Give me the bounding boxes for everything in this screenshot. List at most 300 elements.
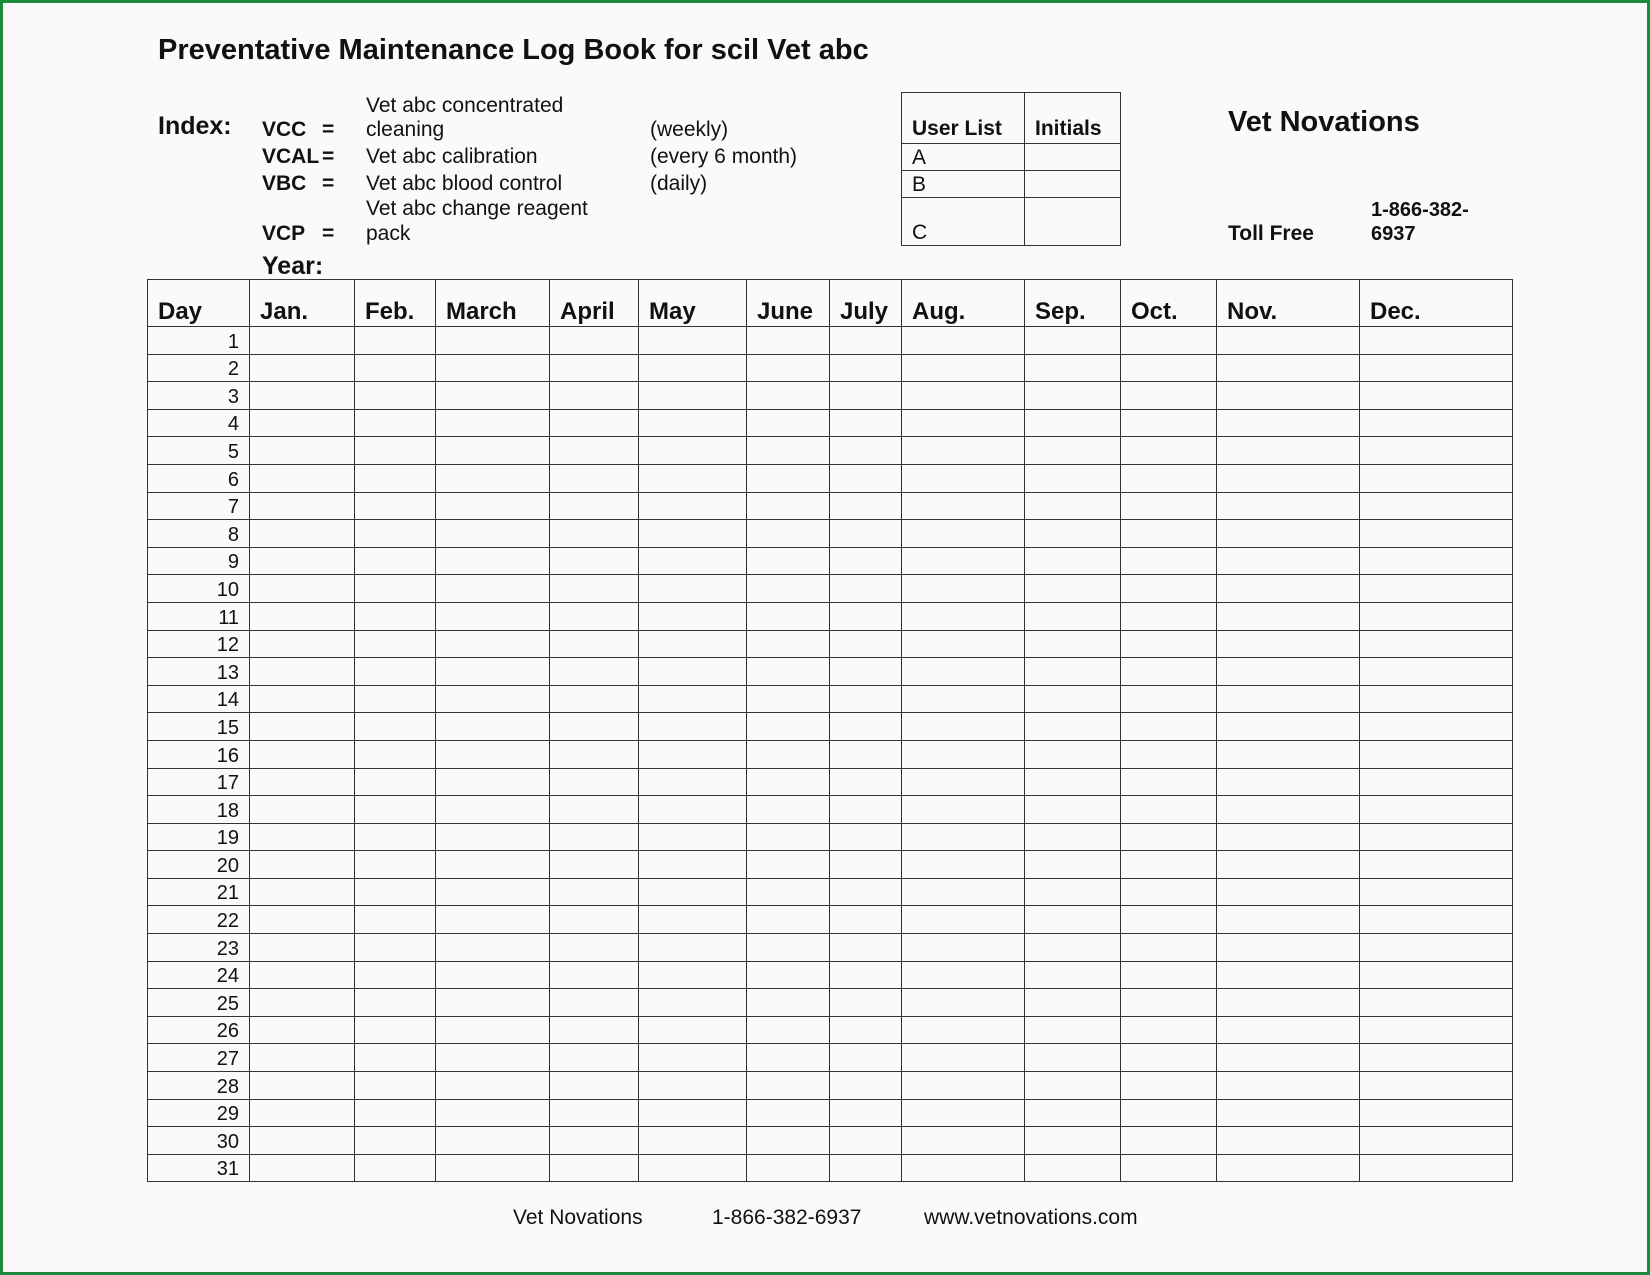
log-entry-cell[interactable] [1025,575,1121,603]
log-entry-cell[interactable] [830,796,902,824]
log-entry-cell[interactable] [902,878,1025,906]
log-entry-cell[interactable] [436,575,550,603]
log-entry-cell[interactable] [1121,327,1217,355]
log-entry-cell[interactable] [1360,520,1513,548]
log-entry-cell[interactable] [639,382,747,410]
log-entry-cell[interactable] [639,796,747,824]
log-entry-cell[interactable] [1360,1044,1513,1072]
log-entry-cell[interactable] [902,768,1025,796]
log-entry-cell[interactable] [550,796,639,824]
log-entry-cell[interactable] [902,382,1025,410]
log-entry-cell[interactable] [747,547,830,575]
log-entry-cell[interactable] [830,437,902,465]
log-entry-cell[interactable] [1360,464,1513,492]
log-entry-cell[interactable] [1025,658,1121,686]
log-entry-cell[interactable] [1360,934,1513,962]
log-entry-cell[interactable] [355,989,436,1017]
log-entry-cell[interactable] [550,354,639,382]
log-entry-cell[interactable] [639,602,747,630]
log-entry-cell[interactable] [830,823,902,851]
log-entry-cell[interactable] [436,961,550,989]
log-entry-cell[interactable] [250,409,355,437]
log-entry-cell[interactable] [355,1072,436,1100]
log-entry-cell[interactable] [830,464,902,492]
log-entry-cell[interactable] [1025,1099,1121,1127]
log-entry-cell[interactable] [1121,520,1217,548]
log-entry-cell[interactable] [355,934,436,962]
log-entry-cell[interactable] [1025,823,1121,851]
log-entry-cell[interactable] [355,961,436,989]
log-entry-cell[interactable] [830,906,902,934]
log-entry-cell[interactable] [550,1154,639,1182]
log-entry-cell[interactable] [550,878,639,906]
log-entry-cell[interactable] [436,768,550,796]
log-entry-cell[interactable] [830,740,902,768]
log-entry-cell[interactable] [550,906,639,934]
log-entry-cell[interactable] [1025,713,1121,741]
log-entry-cell[interactable] [250,713,355,741]
log-entry-cell[interactable] [355,437,436,465]
log-entry-cell[interactable] [902,1154,1025,1182]
log-entry-cell[interactable] [355,630,436,658]
log-entry-cell[interactable] [436,437,550,465]
log-entry-cell[interactable] [436,1099,550,1127]
log-entry-cell[interactable] [1121,437,1217,465]
log-entry-cell[interactable] [436,464,550,492]
log-entry-cell[interactable] [830,1072,902,1100]
log-entry-cell[interactable] [1121,1016,1217,1044]
log-entry-cell[interactable] [1121,1127,1217,1155]
log-entry-cell[interactable] [436,934,550,962]
log-entry-cell[interactable] [1121,796,1217,824]
log-entry-cell[interactable] [639,823,747,851]
log-entry-cell[interactable] [747,520,830,548]
log-entry-cell[interactable] [1025,630,1121,658]
log-entry-cell[interactable] [902,906,1025,934]
log-entry-cell[interactable] [436,409,550,437]
log-entry-cell[interactable] [550,851,639,879]
log-entry-cell[interactable] [550,685,639,713]
log-entry-cell[interactable] [902,575,1025,603]
log-entry-cell[interactable] [1121,1044,1217,1072]
log-entry-cell[interactable] [1360,1154,1513,1182]
log-entry-cell[interactable] [1121,575,1217,603]
log-entry-cell[interactable] [355,575,436,603]
log-entry-cell[interactable] [747,906,830,934]
log-entry-cell[interactable] [1121,602,1217,630]
log-entry-cell[interactable] [1025,327,1121,355]
log-entry-cell[interactable] [250,382,355,410]
log-entry-cell[interactable] [747,713,830,741]
log-entry-cell[interactable] [639,1044,747,1072]
log-entry-cell[interactable] [550,1016,639,1044]
log-entry-cell[interactable] [1360,327,1513,355]
log-entry-cell[interactable] [250,354,355,382]
log-entry-cell[interactable] [639,1154,747,1182]
log-entry-cell[interactable] [550,630,639,658]
log-entry-cell[interactable] [1121,1072,1217,1100]
log-entry-cell[interactable] [639,1127,747,1155]
log-entry-cell[interactable] [1360,409,1513,437]
log-entry-cell[interactable] [639,354,747,382]
log-entry-cell[interactable] [250,906,355,934]
log-entry-cell[interactable] [1025,520,1121,548]
log-entry-cell[interactable] [550,409,639,437]
log-entry-cell[interactable] [1121,1099,1217,1127]
log-entry-cell[interactable] [1217,409,1360,437]
log-entry-cell[interactable] [1121,547,1217,575]
log-entry-cell[interactable] [830,961,902,989]
log-entry-cell[interactable] [1217,906,1360,934]
log-entry-cell[interactable] [550,1044,639,1072]
log-entry-cell[interactable] [1025,354,1121,382]
log-entry-cell[interactable] [639,492,747,520]
log-entry-cell[interactable] [1217,768,1360,796]
log-entry-cell[interactable] [550,740,639,768]
log-entry-cell[interactable] [747,1127,830,1155]
log-entry-cell[interactable] [436,878,550,906]
log-entry-cell[interactable] [902,961,1025,989]
log-entry-cell[interactable] [1360,575,1513,603]
log-entry-cell[interactable] [639,658,747,686]
log-entry-cell[interactable] [830,934,902,962]
log-entry-cell[interactable] [639,547,747,575]
log-entry-cell[interactable] [1025,1154,1121,1182]
log-entry-cell[interactable] [550,1072,639,1100]
log-entry-cell[interactable] [355,823,436,851]
log-entry-cell[interactable] [1217,1044,1360,1072]
log-entry-cell[interactable] [902,1016,1025,1044]
log-entry-cell[interactable] [550,327,639,355]
log-entry-cell[interactable] [747,1072,830,1100]
log-entry-cell[interactable] [830,354,902,382]
log-entry-cell[interactable] [902,934,1025,962]
log-entry-cell[interactable] [355,1016,436,1044]
log-entry-cell[interactable] [639,878,747,906]
log-entry-cell[interactable] [747,934,830,962]
log-entry-cell[interactable] [1360,1016,1513,1044]
log-entry-cell[interactable] [355,409,436,437]
log-entry-cell[interactable] [1025,740,1121,768]
log-entry-cell[interactable] [639,713,747,741]
log-entry-cell[interactable] [639,740,747,768]
log-entry-cell[interactable] [830,382,902,410]
log-entry-cell[interactable] [436,547,550,575]
log-entry-cell[interactable] [747,989,830,1017]
log-entry-cell[interactable] [355,768,436,796]
log-entry-cell[interactable] [747,492,830,520]
log-entry-cell[interactable] [355,796,436,824]
log-entry-cell[interactable] [902,520,1025,548]
log-entry-cell[interactable] [1217,851,1360,879]
log-entry-cell[interactable] [1360,602,1513,630]
log-entry-cell[interactable] [747,464,830,492]
log-entry-cell[interactable] [902,713,1025,741]
log-entry-cell[interactable] [436,1127,550,1155]
log-entry-cell[interactable] [1025,851,1121,879]
initials-cell[interactable] [1025,171,1121,198]
log-entry-cell[interactable] [1025,878,1121,906]
log-entry-cell[interactable] [1360,1127,1513,1155]
log-entry-cell[interactable] [902,685,1025,713]
log-entry-cell[interactable] [1360,354,1513,382]
log-entry-cell[interactable] [250,934,355,962]
log-entry-cell[interactable] [250,851,355,879]
log-entry-cell[interactable] [1121,961,1217,989]
log-entry-cell[interactable] [1360,851,1513,879]
log-entry-cell[interactable] [639,906,747,934]
log-entry-cell[interactable] [550,464,639,492]
log-entry-cell[interactable] [747,961,830,989]
log-entry-cell[interactable] [1121,464,1217,492]
log-entry-cell[interactable] [747,878,830,906]
log-entry-cell[interactable] [1121,906,1217,934]
log-entry-cell[interactable] [250,1154,355,1182]
log-entry-cell[interactable] [1217,934,1360,962]
log-entry-cell[interactable] [902,851,1025,879]
log-entry-cell[interactable] [1217,547,1360,575]
log-entry-cell[interactable] [1121,1154,1217,1182]
log-entry-cell[interactable] [355,906,436,934]
log-entry-cell[interactable] [1217,823,1360,851]
log-entry-cell[interactable] [1217,382,1360,410]
log-entry-cell[interactable] [436,823,550,851]
initials-cell[interactable] [1025,198,1121,246]
log-entry-cell[interactable] [1121,713,1217,741]
log-entry-cell[interactable] [1121,851,1217,879]
log-entry-cell[interactable] [550,382,639,410]
log-entry-cell[interactable] [747,630,830,658]
log-entry-cell[interactable] [1360,906,1513,934]
log-entry-cell[interactable] [747,823,830,851]
log-entry-cell[interactable] [436,796,550,824]
log-entry-cell[interactable] [1217,354,1360,382]
log-entry-cell[interactable] [436,327,550,355]
log-entry-cell[interactable] [1217,1072,1360,1100]
log-entry-cell[interactable] [1025,409,1121,437]
log-entry-cell[interactable] [1217,602,1360,630]
log-entry-cell[interactable] [902,1072,1025,1100]
log-entry-cell[interactable] [830,409,902,437]
log-entry-cell[interactable] [902,492,1025,520]
log-entry-cell[interactable] [830,547,902,575]
log-entry-cell[interactable] [1217,713,1360,741]
log-entry-cell[interactable] [747,409,830,437]
log-entry-cell[interactable] [1025,685,1121,713]
log-entry-cell[interactable] [830,768,902,796]
log-entry-cell[interactable] [1217,1127,1360,1155]
log-entry-cell[interactable] [639,685,747,713]
log-entry-cell[interactable] [436,989,550,1017]
log-entry-cell[interactable] [902,464,1025,492]
log-entry-cell[interactable] [1025,934,1121,962]
log-entry-cell[interactable] [1121,382,1217,410]
log-entry-cell[interactable] [1217,464,1360,492]
log-entry-cell[interactable] [747,740,830,768]
log-entry-cell[interactable] [639,1099,747,1127]
log-entry-cell[interactable] [436,713,550,741]
log-entry-cell[interactable] [830,1127,902,1155]
log-entry-cell[interactable] [550,1099,639,1127]
log-entry-cell[interactable] [639,768,747,796]
log-entry-cell[interactable] [747,354,830,382]
log-entry-cell[interactable] [747,602,830,630]
log-entry-cell[interactable] [1025,768,1121,796]
log-entry-cell[interactable] [250,575,355,603]
log-entry-cell[interactable] [902,437,1025,465]
log-entry-cell[interactable] [250,437,355,465]
log-entry-cell[interactable] [639,1016,747,1044]
log-entry-cell[interactable] [639,934,747,962]
log-entry-cell[interactable] [830,327,902,355]
log-entry-cell[interactable] [1121,823,1217,851]
log-entry-cell[interactable] [436,520,550,548]
log-entry-cell[interactable] [902,1099,1025,1127]
log-entry-cell[interactable] [902,1044,1025,1072]
log-entry-cell[interactable] [1360,547,1513,575]
log-entry-cell[interactable] [250,327,355,355]
log-entry-cell[interactable] [1121,492,1217,520]
log-entry-cell[interactable] [902,740,1025,768]
log-entry-cell[interactable] [550,989,639,1017]
log-entry-cell[interactable] [1217,961,1360,989]
log-entry-cell[interactable] [550,934,639,962]
log-entry-cell[interactable] [1025,796,1121,824]
log-entry-cell[interactable] [639,961,747,989]
log-entry-cell[interactable] [355,354,436,382]
log-entry-cell[interactable] [902,630,1025,658]
log-entry-cell[interactable] [1360,630,1513,658]
log-entry-cell[interactable] [1217,437,1360,465]
log-entry-cell[interactable] [436,740,550,768]
log-entry-cell[interactable] [830,1044,902,1072]
log-entry-cell[interactable] [250,1127,355,1155]
log-entry-cell[interactable] [902,796,1025,824]
initials-cell[interactable] [1025,144,1121,171]
log-entry-cell[interactable] [550,768,639,796]
log-entry-cell[interactable] [1121,934,1217,962]
log-entry-cell[interactable] [250,1044,355,1072]
log-entry-cell[interactable] [639,575,747,603]
log-entry-cell[interactable] [355,1154,436,1182]
log-entry-cell[interactable] [436,382,550,410]
log-entry-cell[interactable] [250,602,355,630]
log-entry-cell[interactable] [250,823,355,851]
log-entry-cell[interactable] [1217,492,1360,520]
log-entry-cell[interactable] [902,547,1025,575]
log-entry-cell[interactable] [355,602,436,630]
log-entry-cell[interactable] [1217,327,1360,355]
log-entry-cell[interactable] [436,354,550,382]
log-entry-cell[interactable] [1217,1154,1360,1182]
log-entry-cell[interactable] [550,658,639,686]
log-entry-cell[interactable] [1121,409,1217,437]
log-entry-cell[interactable] [250,464,355,492]
log-entry-cell[interactable] [747,382,830,410]
log-entry-cell[interactable] [550,823,639,851]
log-entry-cell[interactable] [747,1016,830,1044]
log-entry-cell[interactable] [1217,740,1360,768]
log-entry-cell[interactable] [1360,796,1513,824]
log-entry-cell[interactable] [355,713,436,741]
log-entry-cell[interactable] [1360,740,1513,768]
log-entry-cell[interactable] [1217,989,1360,1017]
log-entry-cell[interactable] [250,740,355,768]
log-entry-cell[interactable] [250,989,355,1017]
log-entry-cell[interactable] [550,602,639,630]
log-entry-cell[interactable] [830,1016,902,1044]
log-entry-cell[interactable] [1121,989,1217,1017]
log-entry-cell[interactable] [747,1044,830,1072]
log-entry-cell[interactable] [747,1099,830,1127]
log-entry-cell[interactable] [1360,961,1513,989]
log-entry-cell[interactable] [1121,354,1217,382]
log-entry-cell[interactable] [250,658,355,686]
log-entry-cell[interactable] [355,327,436,355]
log-entry-cell[interactable] [355,658,436,686]
log-entry-cell[interactable] [355,1099,436,1127]
log-entry-cell[interactable] [1217,1099,1360,1127]
log-entry-cell[interactable] [1025,961,1121,989]
log-entry-cell[interactable] [1217,685,1360,713]
log-entry-cell[interactable] [1121,685,1217,713]
log-entry-cell[interactable] [639,437,747,465]
log-entry-cell[interactable] [436,658,550,686]
log-entry-cell[interactable] [355,740,436,768]
log-entry-cell[interactable] [747,796,830,824]
log-entry-cell[interactable] [355,547,436,575]
log-entry-cell[interactable] [355,878,436,906]
log-entry-cell[interactable] [436,685,550,713]
log-entry-cell[interactable] [250,1072,355,1100]
log-entry-cell[interactable] [747,851,830,879]
log-entry-cell[interactable] [355,685,436,713]
log-entry-cell[interactable] [902,823,1025,851]
log-entry-cell[interactable] [355,1127,436,1155]
log-entry-cell[interactable] [639,989,747,1017]
log-entry-cell[interactable] [1360,768,1513,796]
log-entry-cell[interactable] [1360,382,1513,410]
log-entry-cell[interactable] [830,658,902,686]
log-entry-cell[interactable] [1025,437,1121,465]
log-entry-cell[interactable] [550,492,639,520]
log-entry-cell[interactable] [902,658,1025,686]
log-entry-cell[interactable] [250,768,355,796]
log-entry-cell[interactable] [250,961,355,989]
log-entry-cell[interactable] [1121,740,1217,768]
log-entry-cell[interactable] [436,1016,550,1044]
log-entry-cell[interactable] [902,327,1025,355]
log-entry-cell[interactable] [250,1016,355,1044]
log-entry-cell[interactable] [902,409,1025,437]
log-entry-cell[interactable] [830,1154,902,1182]
log-entry-cell[interactable] [1025,1016,1121,1044]
log-entry-cell[interactable] [1217,878,1360,906]
log-entry-cell[interactable] [1025,382,1121,410]
log-entry-cell[interactable] [1360,713,1513,741]
log-entry-cell[interactable] [550,547,639,575]
log-entry-cell[interactable] [250,796,355,824]
log-entry-cell[interactable] [639,464,747,492]
log-entry-cell[interactable] [639,520,747,548]
log-entry-cell[interactable] [1217,575,1360,603]
log-entry-cell[interactable] [1025,1072,1121,1100]
log-entry-cell[interactable] [1217,520,1360,548]
log-entry-cell[interactable] [1360,437,1513,465]
log-entry-cell[interactable] [550,575,639,603]
log-entry-cell[interactable] [355,851,436,879]
log-entry-cell[interactable] [1360,878,1513,906]
